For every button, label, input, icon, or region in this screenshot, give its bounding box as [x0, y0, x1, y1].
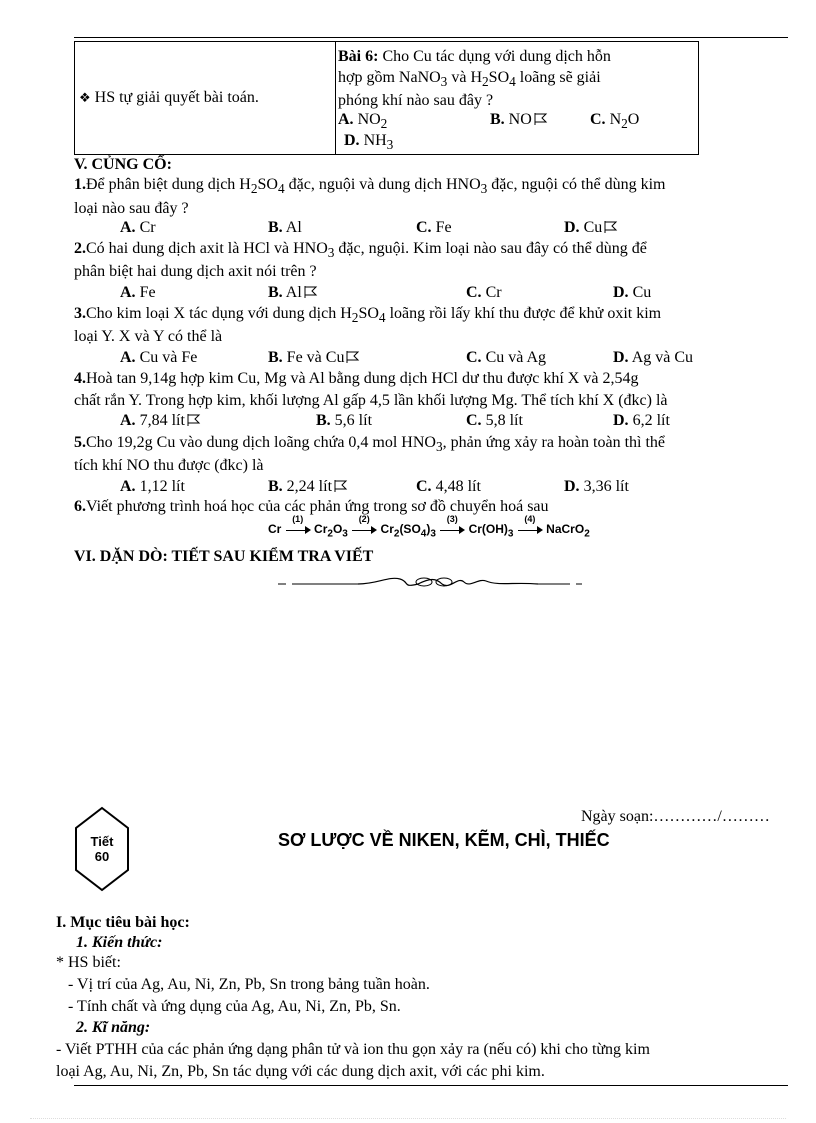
knowledge-item-2: - Tính chất và ứng dụng của Ag, Au, Ni, Zn, Pb, Sn.: [68, 998, 401, 1015]
q2-option-a: A. Fe: [120, 284, 156, 301]
diamond-bullet-icon: ❖: [79, 90, 91, 106]
lesson-label: Tiết: [90, 834, 114, 849]
answer-flag-icon: [534, 113, 548, 125]
subscript: 3: [440, 74, 448, 90]
ornament-divider-icon: [278, 572, 584, 592]
answer-flag-icon: [304, 286, 318, 298]
q1-option-a: A. Cr: [120, 219, 156, 236]
page-edge-dotted: [30, 1118, 786, 1119]
q4-option-a: A. 7,84 lít: [120, 412, 201, 430]
exercise-option-c: C. $N_2O$: [590, 111, 640, 132]
lesson-title: SƠ LƯỢC VỀ NIKEN, KẼM, CHÌ, THIẾC: [278, 830, 610, 850]
exercise-option-a: A. $NO_2$: [338, 111, 388, 132]
activity-cell-exercise: [336, 42, 699, 155]
q2-option-c: C. Cr: [466, 284, 502, 301]
activity-table: [74, 41, 699, 155]
question-4-line-2: chất rắn Y. Trong hợp kim, khối lượng Al gấp 4,5 lần khối lượng Mg. Thể tích khí X (đkc) là: [74, 392, 668, 409]
scheme-species-4: $Cr(OH)_3$: [468, 522, 514, 540]
q5-option-b: B. 2,24 lít: [268, 478, 348, 496]
section-5-title: V. CỦNG CỐ:: [74, 156, 172, 173]
preparation-date: Ngày soạn:…………/………: [581, 808, 770, 825]
question-5-line-2: tích khí NO thu được (đkc) là: [74, 457, 264, 474]
activity-cell-student: [75, 42, 336, 155]
q1-option-d: D. Cu: [564, 219, 618, 237]
reaction-scheme: [268, 513, 590, 540]
lesson-number: 60: [94, 849, 110, 864]
question-1-line-1: 1.Để phân biệt dung dịch $H_2SO_4$ đặc, nguội và dung dịch $HNO_3$ đặc, nguội có thể dùng kim: [74, 176, 666, 197]
q2-option-b: B. Al: [268, 284, 318, 302]
exercise-option-b: B. NO: [490, 111, 548, 129]
question-4-line-1: 4.Hoà tan 9,14g hợp kim Cu, Mg và Al bằng dung dịch HCl dư thu được khí X và 2,54g: [74, 370, 639, 387]
skills-item-1-line-2: loại Ag, Au, Ni, Zn, Pb, Sn tác dụng với các dung dịch axit, với các phi kim.: [56, 1063, 545, 1080]
bottom-rule: [74, 1085, 788, 1086]
skills-title: 2. Kĩ năng:: [76, 1019, 151, 1036]
objectives-title: I. Mục tiêu bài học:: [56, 914, 190, 931]
q3-option-c: C. Cu và Ag: [466, 349, 547, 366]
answer-flag-icon: [334, 480, 348, 492]
exercise-line-2c: SO: [488, 69, 510, 86]
reaction-arrow-icon: (3): [439, 524, 465, 536]
exercise-line-3: phóng khí nào sau đây ?: [338, 92, 494, 110]
section-6-title: VI. DẶN DÒ: TIẾT SAU KIỂM TRA VIẾT: [74, 548, 374, 565]
q2-option-d: D. Cu: [613, 284, 652, 301]
subscript: 4: [509, 74, 516, 90]
q3-option-d: D. Ag và Cu: [613, 349, 694, 366]
answer-flag-icon: [604, 221, 618, 233]
exercise-line-2d: loãng sẽ giải: [515, 69, 601, 86]
top-rule: [74, 37, 788, 38]
question-2-line-2: phân biệt hai dung dịch axit nói trên ?: [74, 263, 317, 280]
exercise-label: Bài 6:: [338, 48, 379, 65]
q4-option-d: D. 6,2 lít: [613, 412, 670, 429]
exercise-line-2a: hợp gồm NaNO: [338, 69, 441, 86]
q5-option-a: A. 1,12 lít: [120, 478, 185, 495]
scheme-species-1: Cr: [268, 522, 282, 536]
q1-option-c: C. Fe: [416, 219, 452, 236]
question-3-line-2: loại Y. X và Y có thể là: [74, 328, 223, 345]
scheme-species-5: NaCrO$_2$: [546, 522, 590, 540]
q5-option-c: C. 4,48 lít: [416, 478, 481, 495]
scheme-species-2: $Cr_2O_3$: [314, 522, 348, 540]
q3-option-a: A. Cu và Fe: [120, 349, 198, 366]
skills-item-1-line-1: - Viết PTHH của các phản ứng dạng phân tử và ion thu gọn xảy ra (nếu có) khi cho từng kim: [56, 1041, 650, 1058]
student-task-text: HS tự giải quyết bài toán.: [94, 89, 259, 107]
lesson-number-badge: [74, 806, 130, 892]
reaction-arrow-icon: (2): [351, 524, 377, 536]
scheme-species-3: $Cr_2(SO_4)_3$: [380, 522, 436, 540]
q5-option-d: D. 3,36 lít: [564, 478, 629, 495]
knowledge-item-1: - Vị trí của Ag, Au, Ni, Zn, Pb, Sn trong bảng tuần hoàn.: [68, 976, 430, 993]
exercise-line-2b: và H: [447, 69, 482, 86]
question-3-line-1: 3.Cho kim loại X tác dụng với dung dịch $H_2SO_4$ loãng rồi lấy khí thu được để khử oxit kim: [74, 305, 662, 326]
q3-option-b: B. Fe và Cu: [268, 349, 360, 367]
q4-option-c: C. 5,8 lít: [466, 412, 523, 429]
reaction-arrow-icon: (4): [517, 524, 543, 536]
question-5-line-1: 5.Cho 19,2g Cu vào dung dịch loãng chứa 0,4 mol $HNO_3$, phản ứng xảy ra hoàn toàn thì thể: [74, 434, 666, 455]
students-know: * HS biết:: [56, 954, 121, 971]
answer-flag-icon: [346, 351, 360, 363]
reaction-arrow-icon: (1): [285, 524, 311, 536]
subscript: 2: [482, 74, 489, 90]
answer-flag-icon: [187, 414, 201, 426]
question-6-line-1: 6.Viết phương trình hoá học của các phản ứng trong sơ đồ chuyển hoá sau: [74, 498, 549, 515]
question-2-line-1: 2.Có hai dung dịch axit là HCl và $HNO_3$ đặc, nguội. Kim loại nào sau đây có thể dùng để: [74, 240, 647, 261]
exercise-line-1: Cho Cu tác dụng với dung dịch hỗn: [378, 48, 611, 65]
exercise-option-d: D. $NH_3$: [344, 132, 394, 153]
question-1-line-2: loại nào sau đây ?: [74, 200, 189, 217]
q4-option-b: B. 5,6 lít: [316, 412, 373, 429]
knowledge-title: 1. Kiến thức:: [76, 934, 163, 951]
q1-option-b: B. Al: [268, 219, 302, 236]
